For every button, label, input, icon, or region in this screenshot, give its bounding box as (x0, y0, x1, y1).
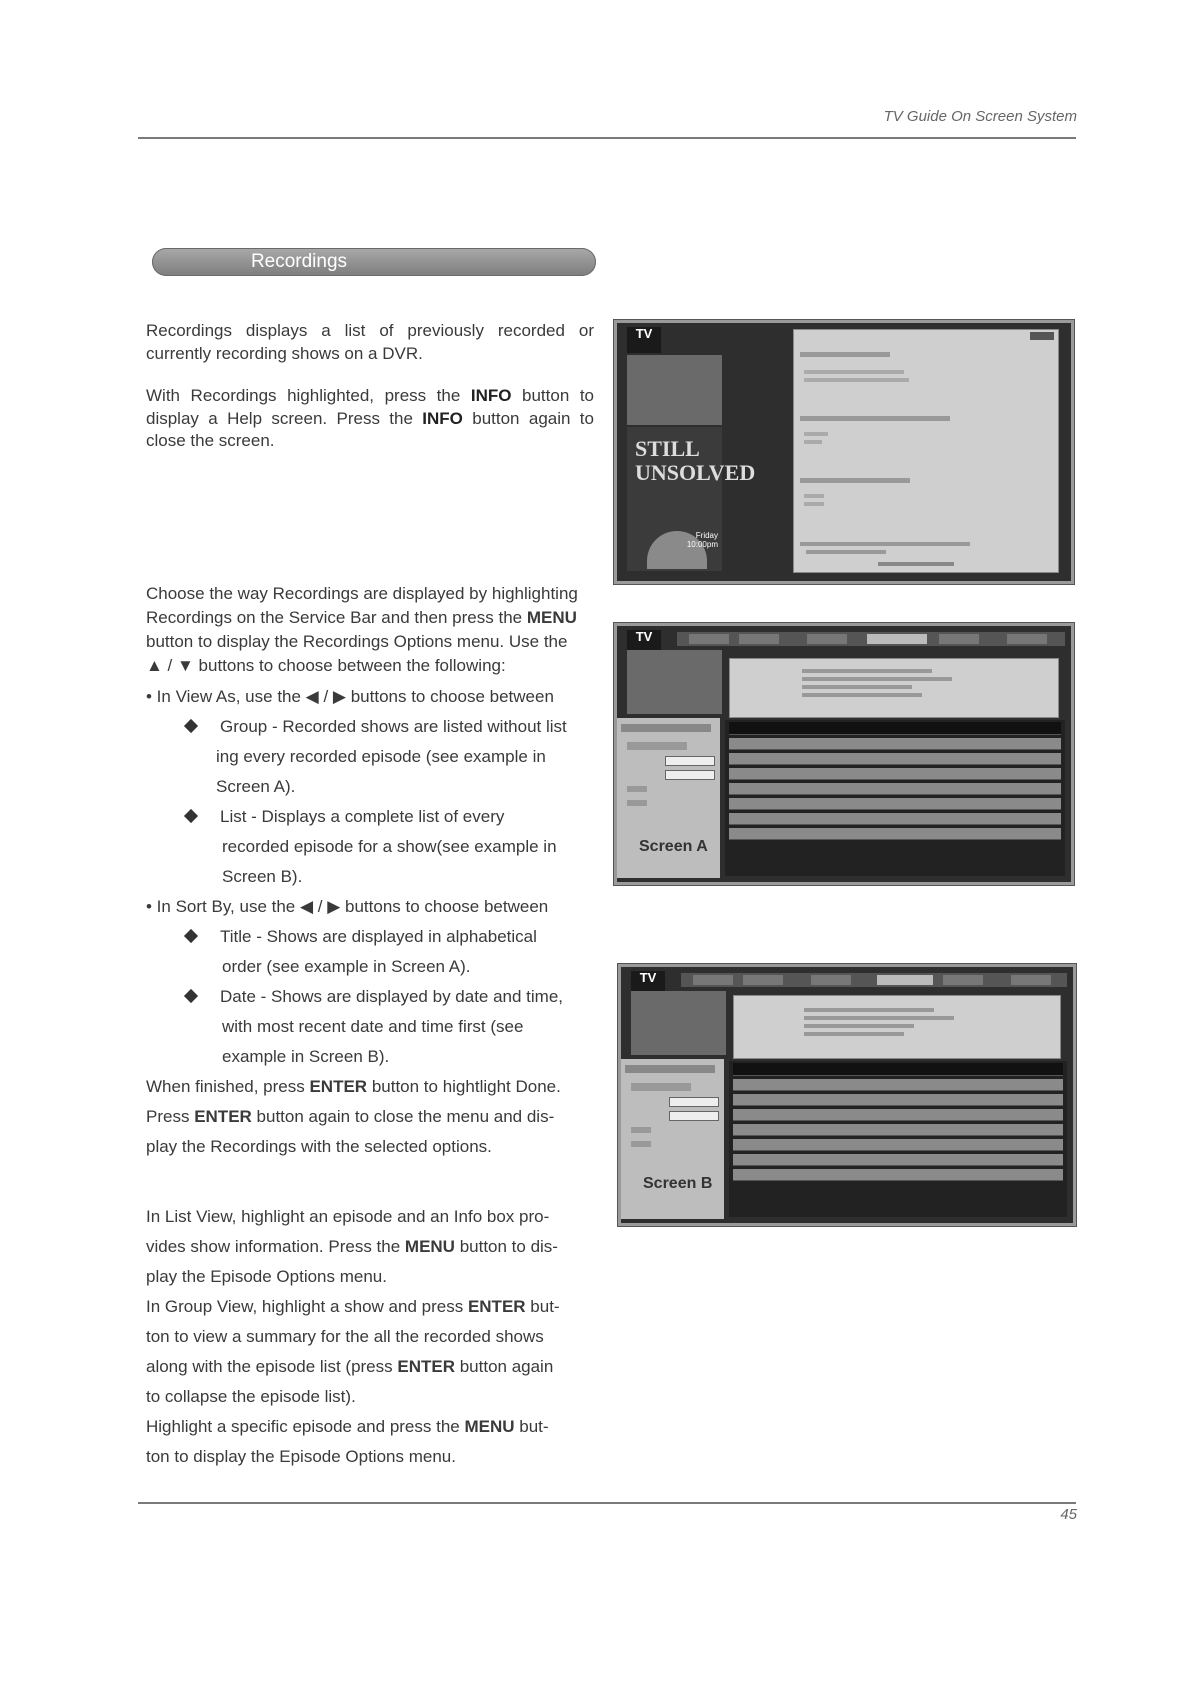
sort-by-selector (665, 770, 715, 780)
list-row (733, 1154, 1063, 1166)
views-text: along with the episode list (press (146, 1357, 398, 1376)
options-line-1: Choose the way Recordings are displayed by highlighting (146, 584, 578, 603)
logo-text: TV (639, 970, 657, 985)
views-text: button to dis- (454, 1237, 558, 1256)
list-row (733, 1169, 1063, 1181)
tv-guide-logo (627, 327, 661, 353)
views-text: vides show information. Press the (146, 1237, 405, 1256)
list-header (729, 722, 1061, 735)
service-tab (943, 975, 983, 985)
menu-key: MENU (464, 1417, 515, 1436)
view-as-bullet: • In View As, use the ◀ / ▶ buttons to choose between (146, 687, 554, 706)
intro-text: With Recordings highlighted, press the (146, 386, 471, 405)
group-text: Group - Recorded shows are listed without list (220, 717, 567, 736)
service-bar (677, 632, 1065, 646)
page-number: 45 (1060, 1506, 1077, 1523)
info-box (733, 995, 1061, 1059)
view-as-selector (669, 1097, 719, 1107)
enter-key: ENTER (309, 1077, 368, 1096)
diamond-bullet-icon (184, 989, 198, 1003)
list-view-line-2 (146, 1232, 558, 1262)
service-tab (739, 634, 779, 644)
options-line-2 (146, 606, 577, 630)
group-view-line-1 (146, 1292, 560, 1322)
group-view-line-3 (146, 1352, 553, 1382)
options-row (627, 742, 687, 750)
list-row (733, 1139, 1063, 1151)
service-tab (807, 634, 847, 644)
list-row (729, 813, 1061, 825)
list-row (733, 1094, 1063, 1106)
recordings-list (729, 1061, 1067, 1217)
list-view-line-1: In List View, highlight an episode and an Info box pro- (146, 1207, 550, 1226)
logo-text: TV (635, 326, 653, 341)
list-item (220, 802, 504, 832)
finish-line-3: play the Recordings with the selected options. (146, 1137, 492, 1156)
menu-key: MENU (526, 608, 577, 627)
finish-line-2 (146, 1102, 554, 1132)
group-item-line-3: Screen A). (216, 777, 296, 796)
options-row (631, 1141, 651, 1147)
info-line (804, 1032, 904, 1036)
date-item-line-2: with most recent date and time first (see (222, 1017, 524, 1036)
list-row (729, 783, 1061, 795)
recordings-list (725, 720, 1065, 876)
video-thumbnail (631, 991, 726, 1055)
info-box (729, 658, 1059, 718)
help-line (804, 494, 824, 498)
video-thumbnail (627, 650, 722, 714)
sort-by-selector (669, 1111, 719, 1121)
video-thumbnail (627, 355, 722, 425)
options-text: Recordings on the Service Bar and then press the (146, 608, 527, 627)
list-item-line-2: recorded episode for a show(see example in (222, 837, 557, 856)
views-text: In Group View, highlight a show and press (146, 1297, 468, 1316)
intro-paragraph-2 (146, 385, 594, 453)
service-tab-recordings (867, 634, 927, 644)
screen-a-label: Screen A (639, 838, 708, 855)
service-tab (939, 634, 979, 644)
help-line (804, 370, 904, 374)
info-line (802, 677, 952, 681)
intro-text: button again to close the screen. (146, 408, 594, 450)
views-text: button again (454, 1357, 554, 1376)
poster-title: UNSOLVED (635, 460, 756, 485)
list-header (733, 1063, 1063, 1076)
options-row (631, 1083, 691, 1091)
intro-text: button to display a Help screen. Press the (146, 386, 595, 428)
header-rule (138, 137, 1076, 139)
title-item-line-2: order (see example in Screen A). (222, 957, 471, 976)
service-tab (1007, 634, 1047, 644)
date-item-line-3: example in Screen B). (222, 1047, 390, 1066)
list-row (733, 1109, 1063, 1121)
title-item (220, 922, 537, 952)
recordings-options-menu (617, 718, 720, 878)
service-tab (811, 975, 851, 985)
info-badge (1030, 332, 1054, 340)
finish-line-1 (146, 1072, 561, 1102)
help-line (804, 440, 822, 444)
enter-key: ENTER (397, 1357, 455, 1376)
list-row (729, 798, 1061, 810)
list-item-line-3: Screen B). (222, 867, 303, 886)
info-line (804, 1008, 934, 1012)
finish-text: button again to close the menu and dis- (251, 1107, 555, 1126)
section-heading: Recordings (250, 251, 348, 272)
running-header: TV Guide On Screen System (883, 108, 1077, 125)
options-row (627, 800, 647, 806)
list-view-line-3: play the Episode Options menu. (146, 1267, 387, 1286)
finish-text: When finished, press (146, 1077, 310, 1096)
title-text: Title - Shows are displayed in alphabetical (220, 927, 537, 946)
finish-text: button to hightlight Done. (367, 1077, 561, 1096)
diamond-bullet-icon (184, 929, 198, 943)
list-row (729, 828, 1061, 840)
section-heading-bar (152, 248, 596, 276)
service-bar (681, 973, 1067, 987)
info-line (804, 1016, 954, 1020)
help-line (800, 542, 970, 546)
help-line (800, 416, 950, 421)
view-as-selector (665, 756, 715, 766)
screen-a-image (614, 623, 1074, 885)
finish-text: Press (146, 1107, 195, 1126)
help-line (804, 378, 909, 382)
menu-key: MENU (404, 1237, 455, 1256)
help-line (800, 352, 890, 357)
sort-by-bullet: • In Sort By, use the ◀ / ▶ buttons to choose between (146, 897, 549, 916)
help-line (878, 562, 954, 566)
intro-paragraph-1: Recordings displays a list of previously recorded or currently recording shows on a DVR. (146, 321, 594, 363)
list-row (733, 1079, 1063, 1091)
list-row (733, 1124, 1063, 1136)
list-row (729, 753, 1061, 765)
highlight-line-1 (146, 1412, 549, 1442)
options-row (627, 786, 647, 792)
service-tab (693, 975, 733, 985)
help-line (806, 550, 886, 554)
group-item (220, 712, 567, 742)
service-tab (743, 975, 783, 985)
info-line (802, 685, 912, 689)
logo-text: TV (635, 629, 653, 644)
help-line (800, 478, 910, 483)
options-line-3: button to display the Recordings Options menu. Use the (146, 632, 568, 651)
info-key: INFO (422, 408, 463, 428)
enter-key: ENTER (194, 1107, 252, 1126)
footer-rule (138, 1502, 1076, 1504)
info-line (802, 693, 922, 697)
info-line (804, 1024, 914, 1028)
options-row (621, 724, 711, 732)
screen-b-label: Screen B (643, 1175, 713, 1192)
diamond-bullet-icon (184, 719, 198, 733)
highlight-line-2: ton to display the Episode Options menu. (146, 1447, 456, 1466)
help-line (804, 432, 828, 436)
diamond-bullet-icon (184, 809, 198, 823)
views-text: Highlight a specific episode and press the (146, 1417, 465, 1436)
info-key: INFO (470, 386, 512, 405)
views-text: but- (525, 1297, 560, 1316)
date-item (220, 982, 563, 1012)
group-view-line-4: to collapse the episode list). (146, 1387, 356, 1406)
poster-title: STILL (635, 436, 700, 461)
list-row (729, 768, 1061, 780)
options-line-4: ▲ / ▼ buttons to choose between the following: (146, 656, 506, 675)
screen-b-image (618, 964, 1076, 1226)
poster-airtime: Friday 10:00pm (686, 531, 718, 549)
recordings-options-menu (621, 1059, 724, 1219)
help-text-panel (793, 329, 1059, 573)
service-tab-recordings (877, 975, 933, 985)
help-line (804, 502, 824, 506)
options-row (625, 1065, 715, 1073)
options-row (631, 1127, 651, 1133)
info-line (802, 669, 932, 673)
help-screen-image (614, 320, 1074, 584)
date-text: Date - Shows are displayed by date and time, (220, 987, 564, 1006)
service-tab (689, 634, 729, 644)
group-view-line-2: ton to view a summary for the all the recorded shows (146, 1327, 544, 1346)
service-tab (1011, 975, 1051, 985)
list-row (729, 738, 1061, 750)
promo-poster (627, 427, 756, 571)
list-text: List - Displays a complete list of every (220, 807, 505, 826)
group-item-line-2: ing every recorded episode (see example in (216, 747, 546, 766)
views-text: but- (514, 1417, 549, 1436)
enter-key: ENTER (467, 1297, 526, 1316)
